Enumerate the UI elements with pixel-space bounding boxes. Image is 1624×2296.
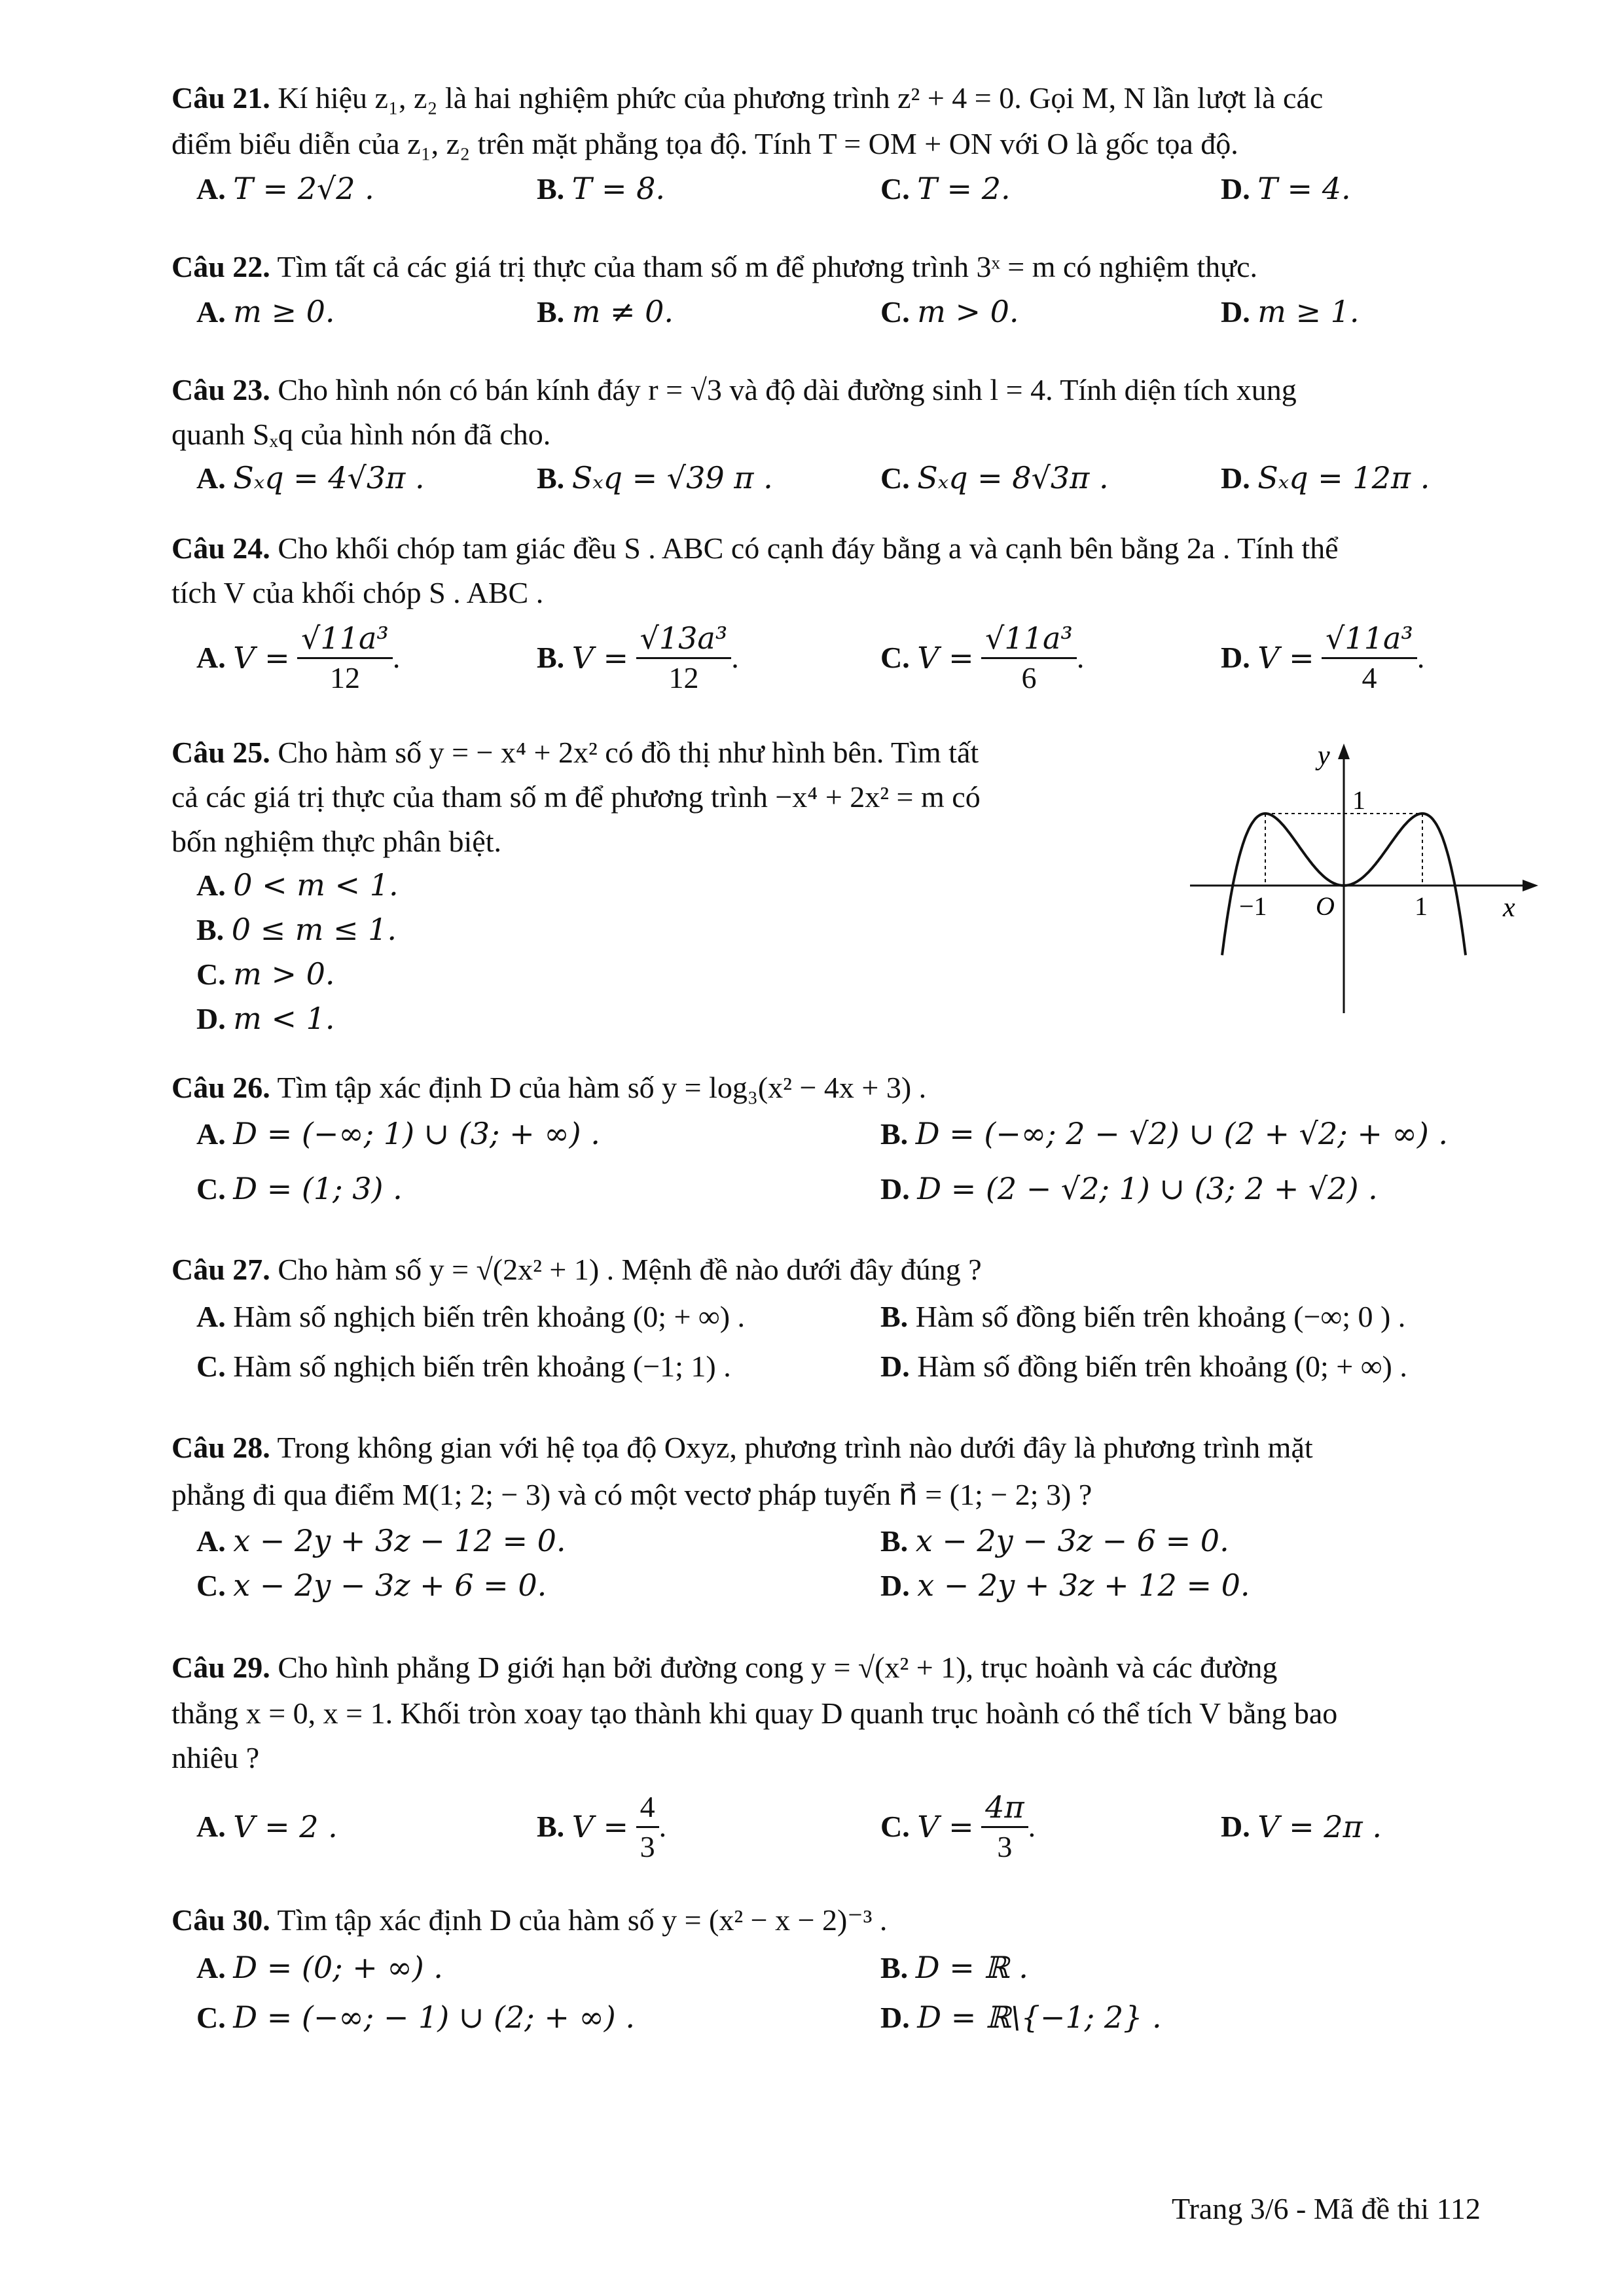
q25-option-d: D. m < 1.	[196, 1001, 335, 1036]
q30-option-d: D. D = ℝ\{−1; 2} .	[880, 2000, 1162, 2035]
q29-option-d: D. V = 2π .	[1221, 1809, 1382, 1844]
q24-option-b: B. V = $\frac{\text{√13a³}}{12}$ .	[537, 620, 739, 694]
q23-option-a: A. Sₓq = 4√3π .	[196, 460, 425, 495]
q21-option-d: D. T = 4.	[1221, 171, 1351, 206]
q21-option-b: B. T = 8.	[537, 171, 666, 206]
x-label: x	[1503, 893, 1515, 923]
question-29: Câu 29. Cho hình phẳng D giới hạn bởi đường cong y = √(x² + 1), trục hoành và các đường	[171, 1651, 1278, 1684]
q27-option-d: D. Hàm số đồng biến trên khoảng (0; + ∞) .	[880, 1350, 1407, 1383]
y-tick-one: 1	[1352, 785, 1365, 815]
q24-option-a: A. V = $\frac{\text{√11a³}}{12}$ .	[196, 620, 401, 694]
question-22: Câu 22. Tìm tất cả các giá trị thực của tham số m để phương trình 3ˣ = m có nghiệm thực.	[171, 250, 1257, 283]
q28-option-d: D. x − 2y + 3z + 12 = 0.	[880, 1568, 1250, 1603]
question-29-line3: nhiêu ?	[171, 1741, 260, 1774]
question-29-line2: thẳng x = 0, x = 1. Khối tròn xoay tạo thành khi quay D quanh trục hoành có thể tích V bằng bao	[171, 1696, 1338, 1730]
question-25-line2: cả các giá trị thực của tham số m để phương trình −x⁴ + 2x² = m có	[171, 780, 981, 814]
question-24: Câu 24. Cho khối chóp tam giác đều S . ABC có cạnh đáy bằng a và cạnh bên bằng 2a . Tính thể	[171, 531, 1339, 565]
q30-option-b: B. D = ℝ .	[880, 1950, 1028, 1985]
q21-option-a: A. T = 2√2 .	[196, 171, 374, 206]
q22-option-c: C. m > 0.	[880, 294, 1019, 329]
q25-option-a: A. 0 < m < 1.	[196, 867, 399, 903]
q23-option-b: B. Sₓq = √39 π .	[537, 460, 773, 495]
question-23: Câu 23. Cho hình nón có bán kính đáy r = √3 và độ dài đường sinh l = 4. Tính diện tích xung	[171, 373, 1297, 406]
origin-label: O	[1316, 891, 1335, 921]
q30-option-a: A. D = (0; + ∞) .	[196, 1950, 443, 1985]
question-27: Câu 27. Cho hàm số y = √(2x² + 1) . Mệnh đề nào dưới đây đúng ?	[171, 1253, 982, 1286]
question-23-line2: quanh Sₓq của hình nón đã cho.	[171, 418, 551, 451]
question-24-line2: tích V của khối chóp S . ABC .	[171, 576, 544, 609]
question-25: Câu 25. Cho hàm số y = − x⁴ + 2x² có đồ thị như hình bên. Tìm tất	[171, 736, 979, 769]
function-graph	[1190, 738, 1543, 1013]
q26-option-c: C. D = (1; 3) .	[196, 1171, 403, 1206]
x-tick-one: 1	[1415, 891, 1428, 921]
y-axis-arrow-icon	[1338, 744, 1350, 759]
q22-option-b: B. m ≠ 0.	[537, 294, 674, 329]
q26-option-b: B. D = (−∞; 2 − √2) ∪ (2 + √2; + ∞) .	[880, 1116, 1449, 1151]
q29-option-b: B. V = $\frac{4}{3}$ .	[537, 1778, 666, 1876]
question-21: Câu 21. Kí hiệu z₁, z₂ là hai nghiệm phức của phương trình z² + 4 = 0. Gọi M, N lần lượt là các	[171, 81, 1324, 115]
q25-option-b: B. 0 ≤ m ≤ 1.	[196, 912, 397, 947]
question-28: Câu 28. Trong không gian với hệ tọa độ Oxyz, phương trình nào dưới đây là phương trình mặt	[171, 1431, 1313, 1464]
q30-option-c: C. D = (−∞; − 1) ∪ (2; + ∞) .	[196, 2000, 636, 2035]
q24-option-c: C. V = $\frac{\text{√11a³}}{6}$ .	[880, 620, 1085, 694]
q29-option-c: C. V = $\frac{4\pi}{3}$ .	[880, 1789, 1036, 1863]
q21-option-c: C. T = 2.	[880, 171, 1011, 206]
q22-option-d: D. m ≥ 1.	[1221, 294, 1360, 329]
question-26: Câu 26. Tìm tập xác định D của hàm số y = log₃(x² − 4x + 3) .	[171, 1071, 927, 1104]
q25-option-c: C. m > 0.	[196, 956, 335, 992]
q23-option-d: D. Sₓq = 12π .	[1221, 460, 1430, 495]
q27-option-a: A. Hàm số nghịch biến trên khoảng (0; + ∞) .	[196, 1300, 746, 1333]
q26-option-d: D. D = (2 − √2; 1) ∪ (3; 2 + √2) .	[880, 1171, 1378, 1206]
y-label: y	[1318, 741, 1330, 771]
question-30: Câu 30. Tìm tập xác định D của hàm số y = (x² − x − 2)⁻³ .	[171, 1903, 888, 1937]
page-footer: Trang 3/6 - Mã đề thi 112	[1172, 2192, 1481, 2225]
question-25-line3: bốn nghiệm thực phân biệt.	[171, 825, 502, 858]
q28-option-c: C. x − 2y − 3z + 6 = 0.	[196, 1568, 547, 1603]
q28-option-b: B. x − 2y − 3z − 6 = 0.	[880, 1523, 1229, 1558]
q24-option-d: D. V = $\frac{\text{√11a³}}{4}$ .	[1221, 620, 1425, 694]
q22-option-a: A. m ≥ 0.	[196, 294, 335, 329]
x-tick-neg-one: −1	[1239, 891, 1267, 921]
q27-option-c: C. Hàm số nghịch biến trên khoảng (−1; 1) .	[196, 1350, 731, 1383]
question-21-line2: điểm biểu diễn của z₁, z₂ trên mặt phẳng tọa độ. Tính T = OM + ON với O là gốc tọa độ.	[171, 127, 1238, 160]
q29-option-a: A. V = 2 .	[196, 1809, 338, 1844]
q27-option-b: B. Hàm số đồng biến trên khoảng (−∞; 0 ) .	[880, 1300, 1406, 1333]
q28-option-a: A. x − 2y + 3z − 12 = 0.	[196, 1523, 566, 1558]
question-28-line2: phẳng đi qua điểm M(1; 2; − 3) và có một vectơ pháp tuyến n⃗ = (1; − 2; 3) ?	[171, 1478, 1092, 1511]
q26-option-a: A. D = (−∞; 1) ∪ (3; + ∞) .	[196, 1116, 600, 1151]
x-axis-arrow-icon	[1523, 880, 1538, 891]
q23-option-c: C. Sₓq = 8√3π .	[880, 460, 1109, 495]
